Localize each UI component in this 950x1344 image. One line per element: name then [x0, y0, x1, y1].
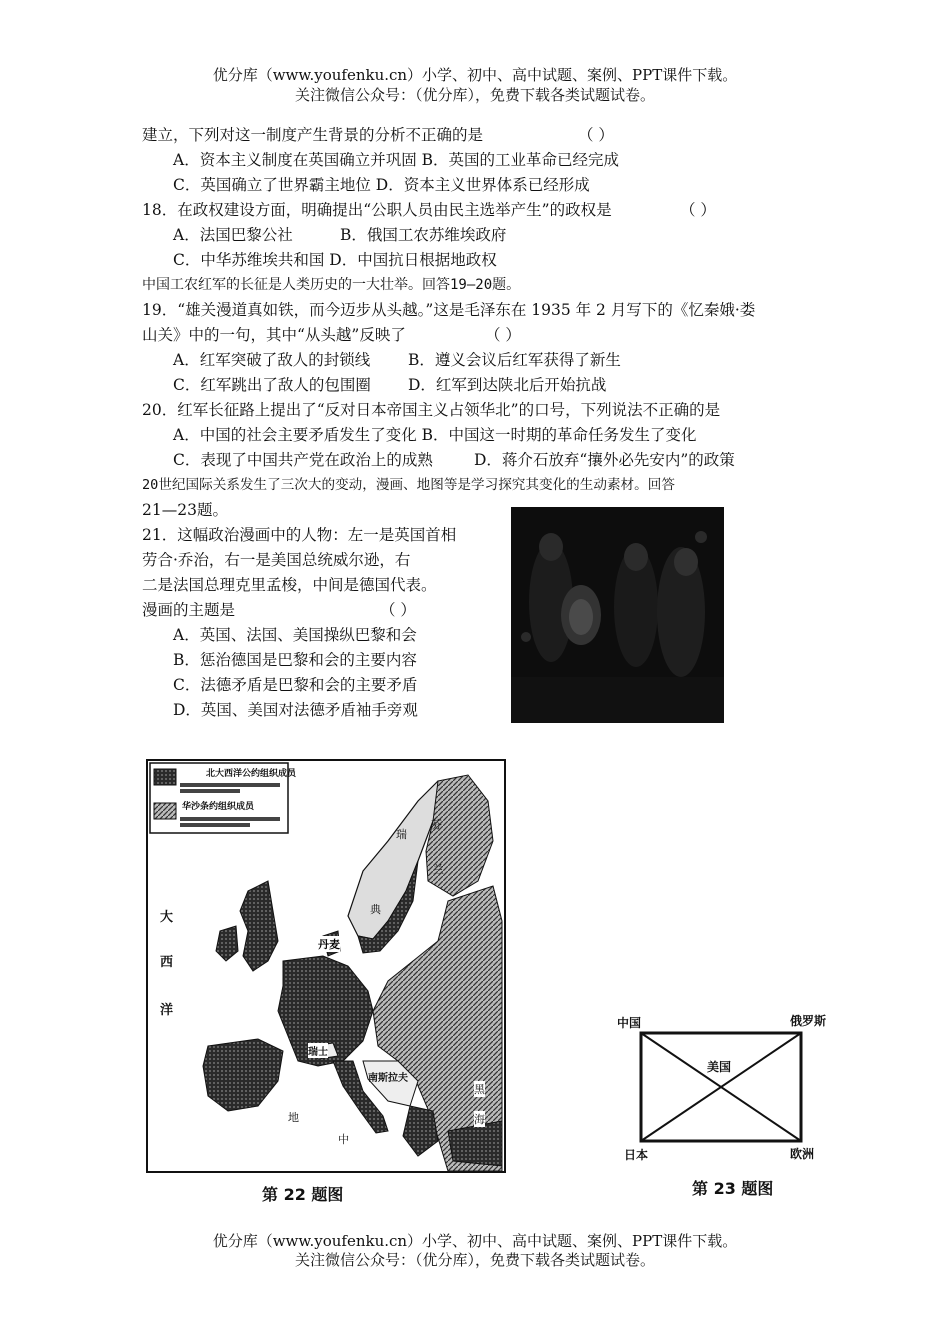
fig23-label-usa: 美国	[707, 1060, 732, 1074]
fig23-label-japan: 日本	[624, 1148, 649, 1162]
q21-stem-line-4: 漫画的主题是	[142, 601, 236, 619]
political-cartoon-figures	[511, 507, 724, 723]
q19-stem-line-1: 19．“雄关漫道真如铁，而今迈步从头越。”这是毛泽东在 1935 年 2 月写下的《忆秦娥·娄	[142, 301, 756, 319]
map-label-med-1: 地	[288, 1111, 299, 1124]
q21-option-c: C．法德矛盾是巴黎和会的主要矛盾	[173, 676, 418, 694]
q21-stem-line-2: 劳合·乔治，右一是美国总统威尔逊，右	[142, 551, 411, 569]
map-label-atlantic-2: 西	[160, 955, 174, 970]
map-label-denmark: 丹麦	[318, 938, 340, 951]
legend-warsaw-label: 华沙条约组织成员	[182, 802, 255, 812]
q21-option-a: A．英国、法国、美国操纵巴黎和会	[173, 626, 417, 644]
footer-line-1: 优分库（www.youfenku.cn）小学、初中、高中试题、案例、PPT课件下载。	[212, 1232, 738, 1250]
map-label-med-2: 中	[338, 1133, 349, 1146]
q17-paren: （ ）	[578, 126, 614, 144]
figure-23-diagram	[636, 1028, 806, 1146]
q19-paren: （ ）	[485, 326, 521, 344]
q21-stem-line-3: 二是法国总理克里孟梭，中间是德国代表。	[142, 576, 437, 594]
map-label-atlantic-1: 大	[160, 910, 174, 925]
q17-options-ab: A．资本主义制度在英国确立并巩固 B．英国的工业革命已经完成	[173, 151, 620, 169]
q18-paren: （ ）	[680, 201, 716, 219]
map-label-atlantic-3: 洋	[160, 1003, 174, 1018]
figure-23-caption: 第 23 题图	[692, 1179, 774, 1198]
europe-map-figure	[146, 759, 506, 1173]
q20-stem: 20．红军长征路上提出了“反对日本帝国主义占领华北”的口号，下列说法不正确的是	[142, 401, 721, 419]
intro-21-23-line-2: 21—23题。	[142, 501, 228, 519]
q18-option-b: B．俄国工农苏维埃政府	[340, 226, 507, 244]
q20-option-c: C．表现了中国共产党在政治上的成熟	[173, 451, 433, 469]
map-label-black-1: 黑	[474, 1083, 485, 1096]
q21-option-d: D．英国、美国对法德矛盾袖手旁观	[173, 701, 418, 719]
fig23-label-china: 中国	[617, 1016, 642, 1030]
q20-option-d: D．蒋介石放弃“攘外必先安内”的政策	[474, 451, 735, 469]
q19-option-c: C．红军跳出了敌人的包围圈	[173, 376, 371, 394]
q19-stem-line-2: 山关》中的一句，其中“从头越”反映了	[142, 326, 406, 344]
legend-nato-label: 北大西洋公约组织成员	[206, 769, 297, 779]
map-label-swiss: 瑞士	[308, 1043, 328, 1058]
q18-options-cd: C．中华苏维埃共和国 D．中国抗日根据地政权	[173, 251, 497, 269]
map-label-black-2: 海	[474, 1113, 485, 1126]
political-cartoon-image	[511, 507, 724, 723]
intro-21-23-line-1: 20世纪国际关系发生了三次大的变动，漫画、地图等是学习探究其变化的生动素材。回答	[142, 477, 675, 493]
q19-option-a: A．红军突破了敌人的封锁线	[173, 351, 371, 369]
q17-options-cd: C．英国确立了世界霸主地位 D．资本主义世界体系已经形成	[173, 176, 590, 194]
q21-stem-line-1: 21．这幅政治漫画中的人物：左一是英国首相	[142, 526, 457, 544]
map-label-sweden-2: 典	[370, 903, 381, 916]
fig23-label-russia: 俄罗斯	[790, 1014, 827, 1028]
q18-stem: 18．在政权建设方面，明确提出“公职人员由民主选举产生”的政权是	[142, 201, 612, 219]
map-label-sweden-1: 瑞	[396, 828, 407, 841]
map-label-finland-2: 兰	[433, 863, 444, 876]
footer-line-2: 关注微信公众号：（优分库），免费下载各类试题试卷。	[294, 1251, 655, 1269]
q19-option-d: D．红军到达陕北后开始抗战	[408, 376, 607, 394]
map-label-yugoslavia: 南斯拉夫	[368, 1073, 408, 1084]
q21-option-b: B．惩治德国是巴黎和会的主要内容	[173, 651, 417, 669]
header-line-2: 关注微信公众号：（优分库），免费下载各类试题试卷。	[294, 86, 655, 104]
header-line-1: 优分库（www.youfenku.cn）小学、初中、高中试题、案例、PPT课件下载。	[212, 66, 738, 84]
intro-19-20: 中国工农红军的长征是人类历史的一大壮举。回答19—20题。	[142, 277, 521, 293]
q21-paren: （ ）	[380, 601, 416, 619]
q17-stem: 建立，下列对这一制度产生背景的分析不正确的是	[142, 126, 484, 144]
europe-map	[148, 761, 504, 1171]
map-label-finland-1: 芬	[431, 818, 442, 831]
q20-options-ab: A．中国的社会主要矛盾发生了变化 B．中国这一时期的革命任务发生了变化	[173, 426, 697, 444]
figure-22-caption: 第 22 题图	[262, 1185, 344, 1204]
q19-option-b: B．遵义会议后红军获得了新生	[408, 351, 621, 369]
fig23-label-europe: 欧洲	[790, 1147, 815, 1161]
q18-option-a: A．法国巴黎公社	[173, 226, 293, 244]
